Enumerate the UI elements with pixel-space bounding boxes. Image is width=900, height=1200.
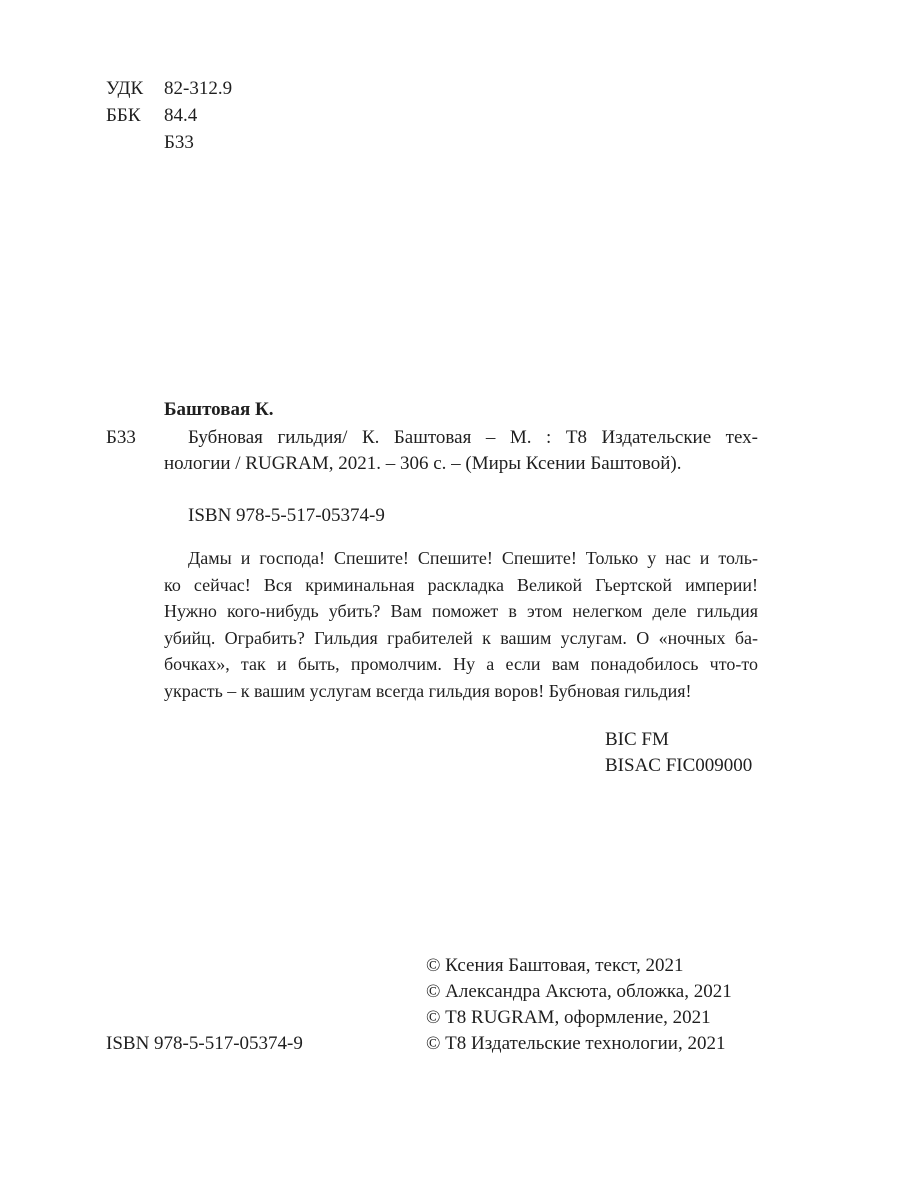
udk-row (106, 76, 232, 102)
bisac-code: BISAC FIC009000 (605, 755, 753, 776)
copyright-line: © Т8 Издательские технологии, 2021 (426, 1033, 726, 1054)
bbk-row (106, 103, 197, 129)
annotation-line: убийц. Ограбить? Гильдия грабителей к вашим услугам. О «ночных ба- (164, 627, 758, 648)
annotation-line: Нужно кого-нибудь убить? Вам поможет в этом нелегком деле гильдия (164, 601, 758, 621)
annotation-line: ко сейчас! Вся криминальная раскладка Великой Гьертской империи! (164, 574, 758, 595)
bibliographic-description (164, 425, 758, 477)
copyright-line: © Ксения Баштовая, текст, 2021 (426, 955, 684, 976)
bic-code: BIC FM (605, 729, 669, 750)
author-sign: Б33 (106, 427, 136, 448)
isbn: ISBN 978-5-517-05374-9 (188, 505, 385, 526)
author-sign-top: Б33 (164, 132, 194, 153)
author-name: Баштовая К. (164, 399, 274, 420)
copyright-line: © Александра Аксюта, обложка, 2021 (426, 981, 732, 1002)
biblio-line: нологии / RUGRAM, 2021. – 306 с. – (Миры Ксении Баштовой). (164, 453, 682, 474)
annotation (164, 545, 758, 704)
bbk-value: 84.4 (164, 105, 198, 126)
udk-label: УДК (106, 78, 144, 99)
annotation-line: Дамы и господа! Спешите! Спешите! Спешите! Только у нас и толь- (188, 548, 758, 568)
copyright-line: © Т8 RUGRAM, оформление, 2021 (426, 1007, 711, 1028)
biblio-line: Бубновая гильдия/ К. Баштовая – М. : Т8 Издательские тех- (188, 427, 758, 448)
bbk-label: ББК (106, 105, 141, 126)
annotation-line: украсть – к вашим услугам всегда гильдия воров! Бубновая гильдия! (164, 680, 692, 701)
udk-value: 82-312.9 (164, 78, 233, 99)
author-sign-row (106, 130, 194, 156)
annotation-line: бочках», так и быть, промолчим. Ну а если вам понадобилось что-то (164, 654, 758, 674)
isbn-bottom: ISBN 978-5-517-05374-9 (106, 1033, 303, 1054)
